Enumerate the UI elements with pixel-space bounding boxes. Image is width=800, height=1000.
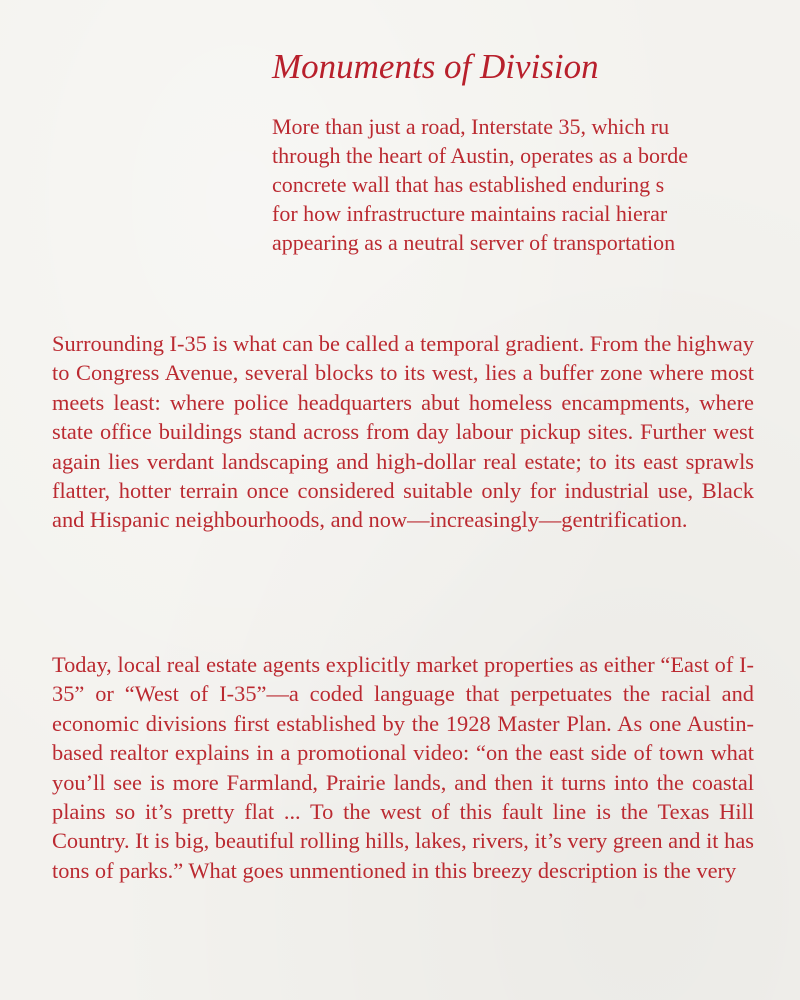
body-paragraph-real-estate: Today, local real estate agents explicitly market properties as either “East of I-35” or “West of I-35”—a coded language that perpetuates the racial and economic divisions first established by the 1928 Master Plan. As one Austin-based realtor explains in a promotional video: “on the east side of town what you’ll see is more Farmland, Prairie lands, and then it turns into the coastal plains so it’s pretty flat ... To the west of this fault line is the Texas Hill Country. It is big, beautiful rolling hills, lakes, rivers, it’s very green and it has tons of parks.” What goes unmentioned in this breezy description is the very — [52, 652, 754, 883]
body-paragraph-temporal-gradient: Surrounding I-35 is what can be called a temporal gradient. From the highway to Congress Avenue, several blocks to its west, lies a buffer zone where most meets least: where police headquarters abut homeless encampments, where state office buildings stand across from day labour pickup sites. Further west again lies verdant landscaping and high-dollar real estate; to its east sprawls flatter, hotter terrain once considered suitable only for industrial use, Black and Hispanic neighbourhoods, and now—increasingly—gentrification. — [52, 331, 755, 533]
intro-line: concrete wall that has established enduring s — [272, 172, 665, 197]
intro-line: More than just a road, Interstate 35, which ru — [272, 114, 670, 139]
intro-line: appearing as a neutral server of transportation — [272, 230, 676, 255]
intro-line: through the heart of Austin, operates as a borde — [272, 143, 689, 168]
intro-line: for how infrastructure maintains racial hierar — [272, 201, 668, 226]
intro-paragraph — [272, 112, 800, 257]
section-heading: Monuments of Division — [272, 47, 599, 86]
